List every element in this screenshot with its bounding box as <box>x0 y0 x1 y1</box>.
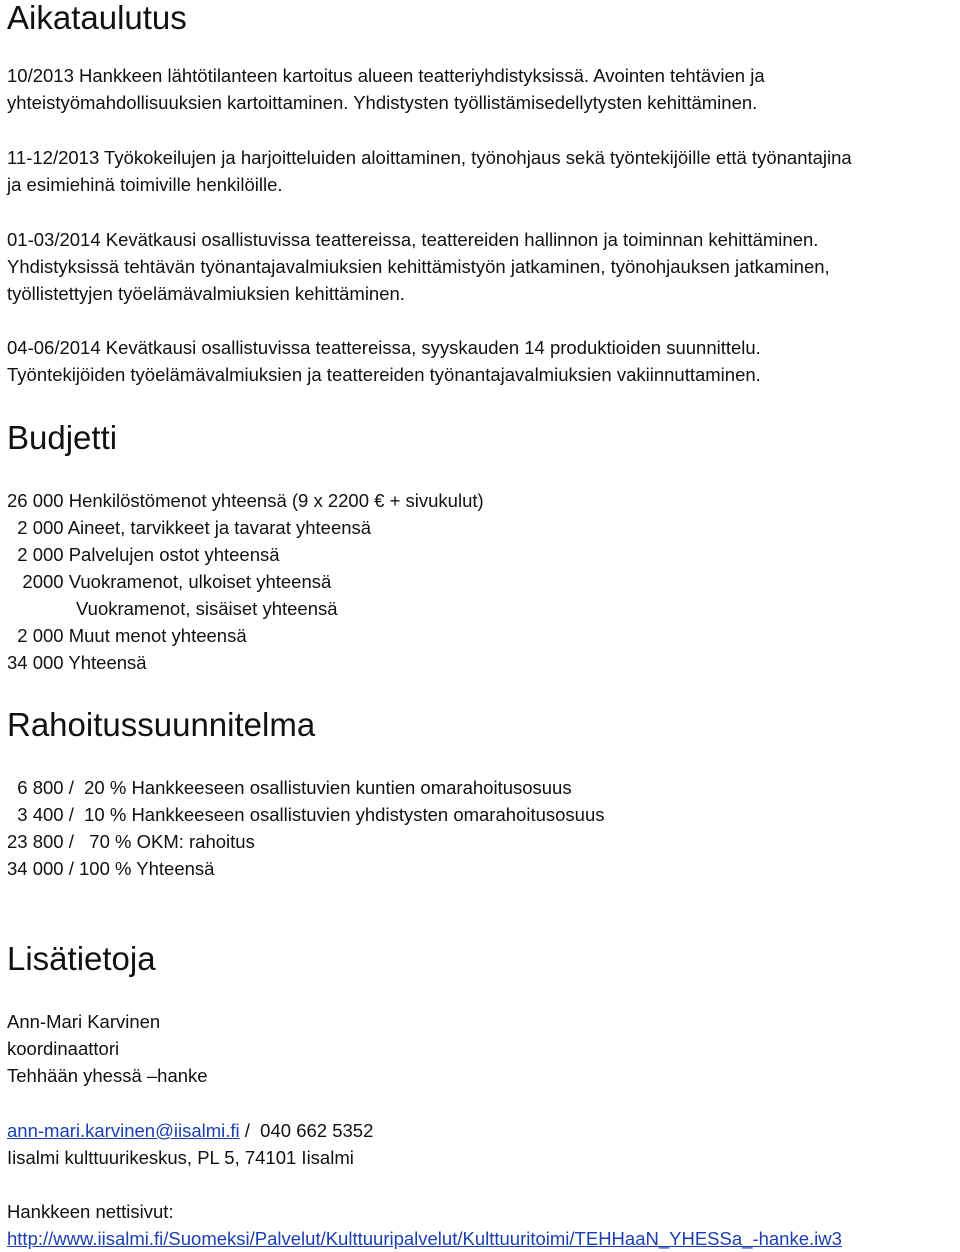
phone-number: / 040 662 5352 <box>239 1120 374 1141</box>
contact-project: Tehhään yhessä –hanke <box>7 1065 208 1086</box>
schedule-item <box>7 334 959 388</box>
schedule-line: 01-03/2014 Kevätkausi osallistuvissa teattereissa, teattereiden hallinnon ja toiminnan kehittäminen. <box>7 229 819 250</box>
schedule-line: Yhdistyksissä tehtävän työnantajavalmiuksien kehittämistyön jatkaminen, työnohjauksen jatkaminen, <box>7 256 830 277</box>
budget-row: 2000 Vuokramenot, ulkoiset yhteensä <box>7 571 332 592</box>
funding-row: 23 800 / 70 % OKM: rahoitus <box>7 831 255 852</box>
budget-row: Vuokramenot, sisäiset yhteensä <box>76 598 338 619</box>
website-link[interactable]: http://www.iisalmi.fi/Suomeksi/Palvelut/Kulttuuripalvelut/Kulttuuritoimi/TEHHaaN_YHESSa_-hanke.iw3 <box>7 1228 842 1249</box>
schedule-item <box>7 62 959 116</box>
funding-total-row: 34 000 / 100 % Yhteensä <box>7 858 215 879</box>
website-label: Hankkeen nettisivut: <box>7 1201 174 1222</box>
schedule-line: ja esimiehinä toimiville henkilöille. <box>7 174 283 195</box>
budget-row: 2 000 Palvelujen ostot yhteensä <box>7 544 280 565</box>
budget-row: 2 000 Muut menot yhteensä <box>7 625 247 646</box>
funding-heading: Rahoitussuunnitelma <box>7 706 316 743</box>
contact-name: Ann-Mari Karvinen <box>7 1011 161 1032</box>
contact-address: Iisalmi kulttuurikeskus, PL 5, 74101 Iisalmi <box>7 1147 354 1168</box>
budget-row: 2 000 Aineet, tarvikkeet ja tavarat yhteensä <box>7 517 372 538</box>
schedule-item <box>7 144 959 198</box>
schedule-item <box>7 226 959 307</box>
funding-row: 3 400 / 10 % Hankkeeseen osallistuvien yhdistysten omarahoitusosuus <box>7 804 605 825</box>
schedule-heading: Aikataulutus <box>7 0 187 36</box>
schedule-line: 04-06/2014 Kevätkausi osallistuvissa teattereissa, syyskauden 14 produktioiden suunnittelu. <box>7 337 761 358</box>
schedule-line: 11-12/2013 Työkokeilujen ja harjoitteluiden aloittaminen, työnohjaus sekä työntekijöille että työnantajina <box>7 147 852 168</box>
contact-role: koordinaattori <box>7 1038 120 1059</box>
schedule-line: yhteistyömahdollisuuksien kartoittaminen. Yhdistysten työllistämisedellytysten kehittäminen. <box>7 92 758 113</box>
schedule-line: 10/2013 Hankkeen lähtötilanteen kartoitus alueen teatteriyhdistyksissä. Avointen tehtävien ja <box>7 65 765 86</box>
contact-email-phone-line <box>7 1117 373 1144</box>
budget-row: 26 000 Henkilöstömenot yhteensä (9 x 2200 € + sivukulut) <box>7 490 484 511</box>
schedule-line: Työntekijöiden työelämävalmiuksien ja teattereiden työnantajavalmiuksien vakiinnuttaminen. <box>7 364 761 385</box>
email-link[interactable]: ann-mari.karvinen@iisalmi.fi <box>7 1120 240 1141</box>
budget-total-row: 34 000 Yhteensä <box>7 652 147 673</box>
funding-row: 6 800 / 20 % Hankkeeseen osallistuvien kuntien omarahoitusosuus <box>7 777 572 798</box>
info-heading: Lisätietoja <box>7 940 156 977</box>
schedule-line: työllistettyjen työelämävalmiuksien kehittäminen. <box>7 283 405 304</box>
website-line <box>7 1225 842 1252</box>
budget-heading: Budjetti <box>7 419 118 456</box>
